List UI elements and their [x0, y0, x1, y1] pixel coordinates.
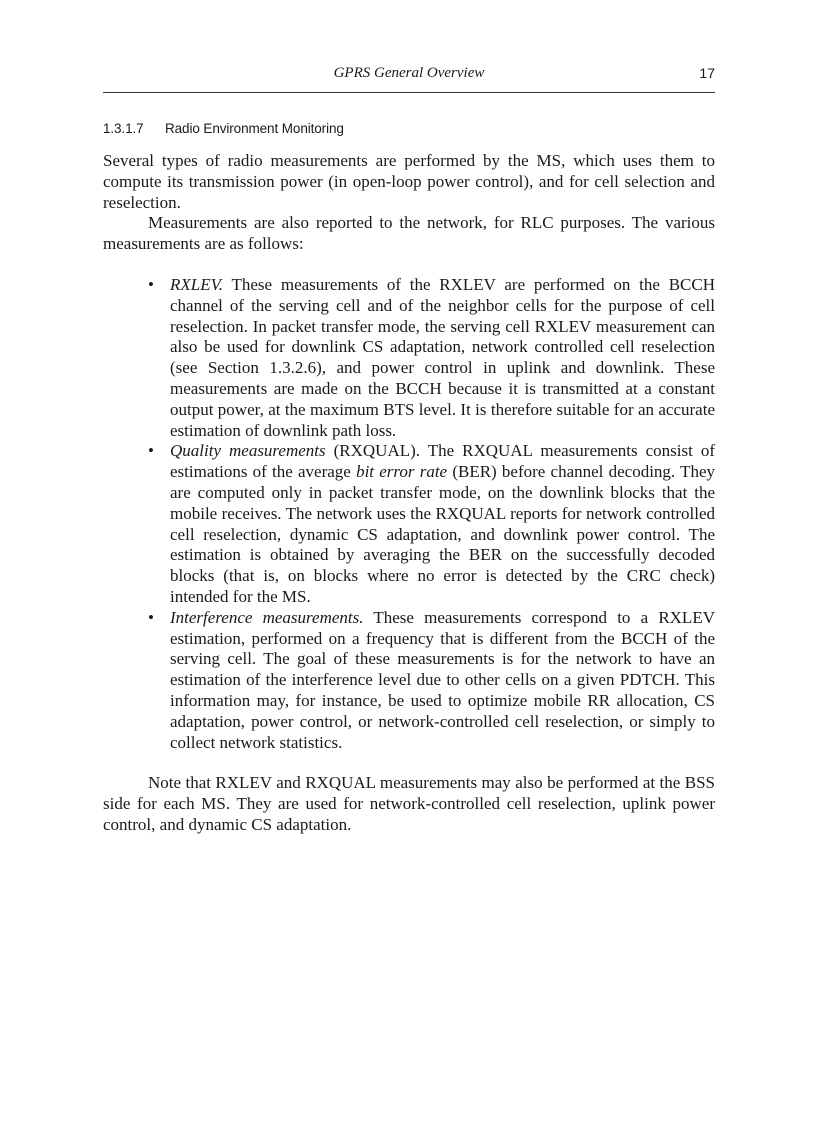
term-interference: Interference measurements. — [170, 607, 364, 627]
bullet-icon: • — [148, 274, 154, 294]
bullet-icon: • — [148, 441, 154, 461]
running-header — [103, 63, 715, 87]
header-rule — [103, 92, 715, 93]
paragraph-note: Note that RXLEV and RXQUAL measurements may also be performed at the BSS side for each MS. They are used for network-controlled cell reselection, uplink power control, and dynamic CS adaptation. — [103, 773, 715, 834]
paragraph-second: Measurements are also reported to the network, for RLC purposes. The various measurements are as follows: — [103, 213, 715, 254]
paragraph-intro: Several types of radio measurements are performed by the MS, which uses them to compute its transmission power (in open-loop power control), and for cell selection and reselection. — [103, 151, 715, 212]
section-number: 1.3.1.7 — [103, 121, 144, 136]
page-number: 17 — [699, 65, 715, 81]
text-rxlev: These measurements of the RXLEV are performed on the BCCH channel of the serving cell and of the neighbor cells for the purpose of cell reselection. In packet transfer mode, the serving cell RXLEV measurement can also be used for downlink CS adaptation, network controlled cell reselection (see Section 1.3.2.6), and power control in uplink and downlink. These measurements are made on the BCCH because it is transmitted at a constant output power, at the maximum BTS level. It is therefore suitable for an accurate estimation of downlink path loss. — [170, 274, 715, 440]
section-heading — [103, 121, 344, 136]
term-rxlev: RXLEV. — [170, 274, 224, 294]
measurement-list — [103, 275, 715, 753]
term-quality: Quality measurements — [170, 441, 326, 461]
text-quality-b: (BER) before channel decoding. They are computed only in packet transfer mode, on the downlink blocks that the mobile receives. The network uses the RXQUAL reports for network controlled cell reselection, dynamic CS adaptation, and downlink power control. The estimation is obtained by averaging the BER on the successfully decoded blocks (that is, on blocks where no error is detected by the CRC check) intended for the MS. — [170, 462, 716, 606]
body-text — [103, 151, 715, 836]
text-interference: These measurements correspond to a RXLEV estimation, performed on a frequency that is different from the BCCH of the serving cell. The goal of these measurements is for the network to have an estimation of the interference level due to other cells on a given PDTCH. This information may, for instance, be used to optimize mobile RR allocation, CS adaptation, power control, or network-controlled cell reselection, or simply to collect network statistics. — [170, 607, 715, 752]
emphasis-ber: bit error rate — [356, 462, 448, 482]
bullet-icon: • — [148, 607, 154, 627]
list-item-interference — [148, 607, 715, 754]
running-title: GPRS General Overview — [333, 65, 485, 81]
section-title: Radio Environment Monitoring — [165, 121, 344, 136]
list-item-quality — [148, 441, 716, 607]
text-quality-a: (RXQUAL). The RXQUAL measurements consist of estimations of the average — [170, 441, 715, 482]
list-item-rxlev — [148, 274, 715, 441]
